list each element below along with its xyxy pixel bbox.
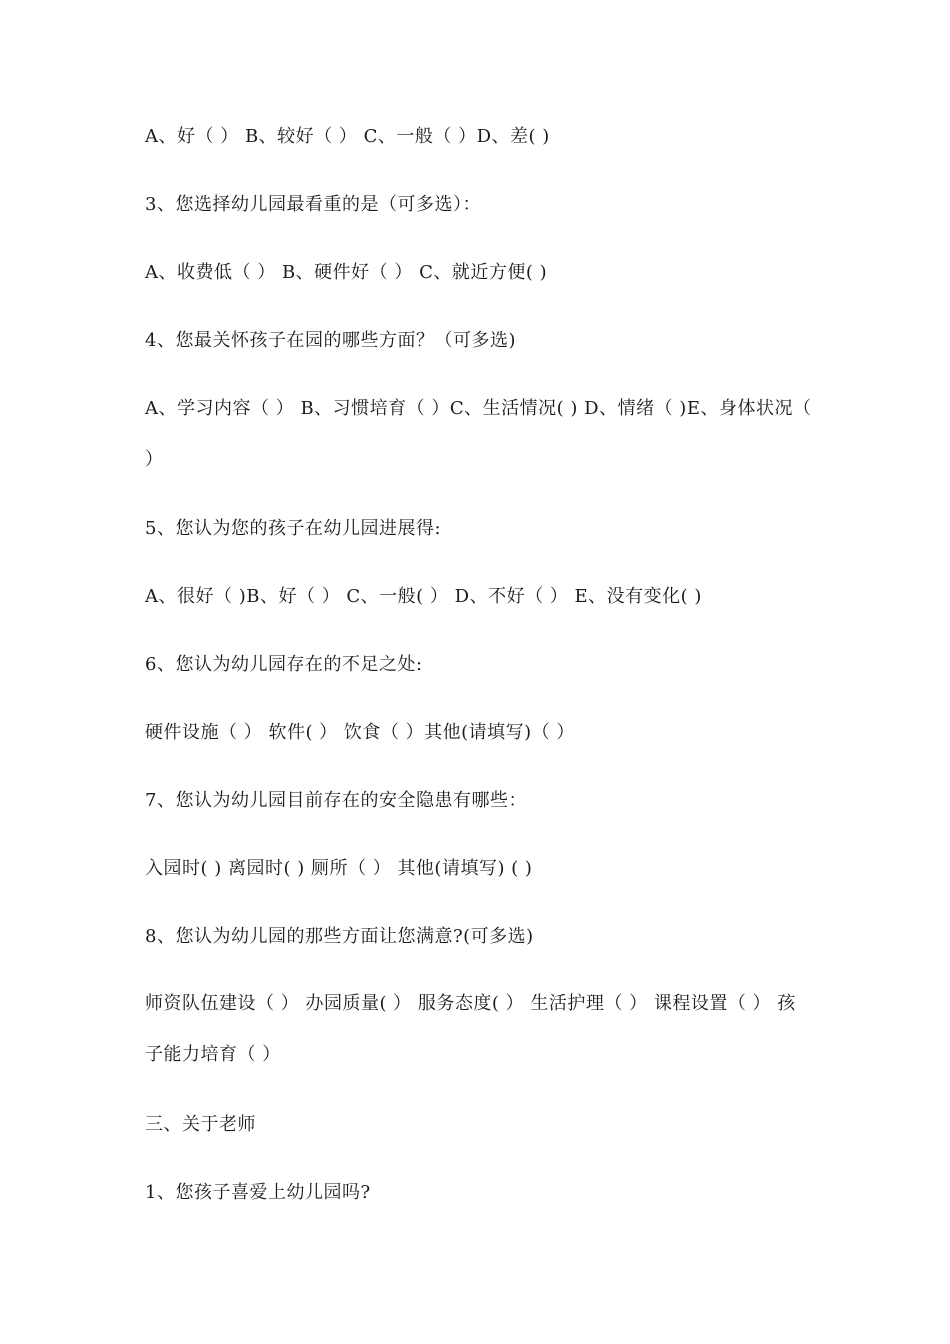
question-7: 7、您认为幼儿园目前存在的安全隐患有哪些： — [145, 790, 527, 811]
q4-options: A、学习内容（ ） B、习惯培育（ ）C、生活情况( ) D、情绪（ )E、身体状况（ ） — [145, 398, 812, 470]
q2-options: A、好（ ） B、较好（ ） C、一般（ ）D、差( ) — [145, 126, 550, 147]
q5-options: A、很好（ )B、好（ ） C、一般( ） D、不好（ ） E、没有变化( ) — [145, 586, 702, 607]
q7-options: 入园时( ) 离园时( ) 厕所（ ） 其他(请填写) ( ) — [145, 858, 533, 879]
question-3: 3、您选择幼儿园最看重的是（可多选）： — [145, 194, 481, 215]
q3-options: A、收费低（ ） B、硬件好（ ） C、就近方便( ) — [145, 262, 548, 283]
teacher-question-1: 1、您孩子喜爱上幼儿园吗? — [145, 1182, 371, 1203]
section-heading-teacher: 三、关于老师 — [145, 1114, 256, 1135]
question-8: 8、您认为幼儿园的那些方面让您满意?(可多选) — [145, 926, 534, 947]
question-4: 4、您最关怀孩子在园的哪些方面？（可多选) — [145, 330, 516, 351]
q8-options: 师资队伍建设（ ） 办园质量( ） 服务态度( ） 生活护理（ ） 课程设置（ ） 孩子能力培育（ ） — [145, 993, 796, 1065]
q6-options: 硬件设施（ ） 软件( ） 饮食（ ）其他(请填写)（ ） — [145, 722, 575, 743]
question-5: 5、您认为您的孩子在幼儿园进展得: — [145, 518, 442, 539]
question-6: 6、您认为幼儿园存在的不足之处: — [145, 654, 423, 675]
